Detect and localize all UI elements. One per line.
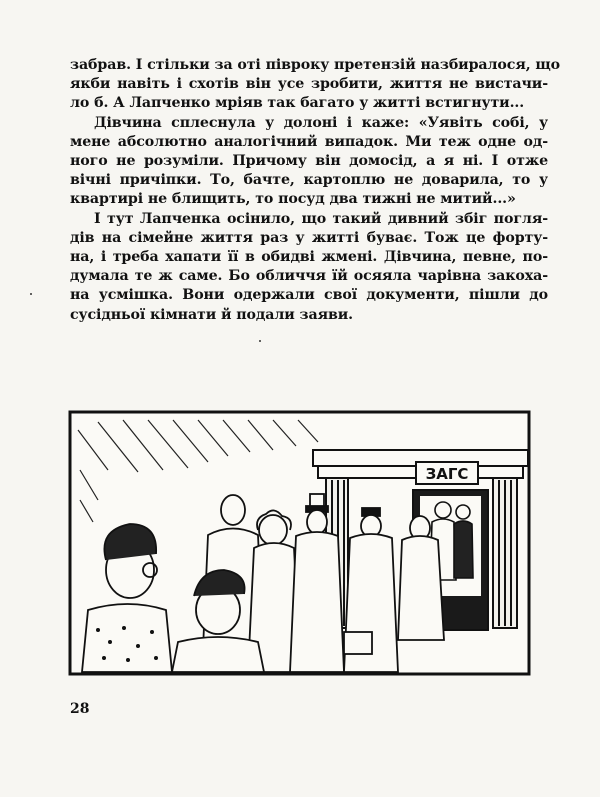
text-line: забрав. І стільки за оті півроку претензій назбиралося, що	[70, 57, 560, 73]
text-line: ного не розуміли. Причому він домосід, а я ні. І отже	[70, 153, 548, 170]
print-speck	[259, 340, 261, 342]
zags-sign-text: ЗАГС	[425, 465, 469, 483]
text-line: думала те ж саме. Бо обличчя їй осяяла чарівна закоха-	[70, 268, 548, 285]
text-line: сусідньої кімнати й подали заяви.	[70, 306, 353, 323]
text-line: І тут Лапченка осінило, що такий дивний збіг погля-	[94, 210, 548, 227]
text-line: якби навіть і схотів він усе зробити, життя не вистачи-	[70, 76, 548, 93]
paragraph-3	[70, 210, 548, 325]
paragraph-1	[70, 56, 560, 114]
page-number: 28	[70, 701, 90, 717]
text-line: на, і треба хапати її в обидві жмені. Дівчина, певне, по-	[70, 249, 548, 266]
text-line: дів на сімейне життя раз у житті буває. Тож це форту-	[70, 229, 548, 246]
print-speck	[30, 293, 32, 295]
text-line: ло б. А Лапченко мріяв так багато у житті встигнути...	[70, 95, 525, 112]
body-text	[70, 56, 560, 325]
text-line: квартирі не блищить, то посуд два тижні не митий...»	[70, 191, 516, 208]
cartoon-illustration	[68, 410, 531, 676]
text-line: Дівчина сплеснула у долоні і каже: «Уявіть собі, у	[94, 114, 548, 131]
text-line: вічні причіпки. То, бачте, картоплю не доварила, то у	[70, 172, 548, 189]
paragraph-2	[70, 114, 548, 210]
text-line: мене абсолютно аналогічний випадок. Ми теж одне од-	[70, 133, 548, 150]
text-line: на усмішка. Вони одержали свої документи, пішли до	[70, 287, 548, 304]
cartoon-drawing	[68, 410, 531, 676]
